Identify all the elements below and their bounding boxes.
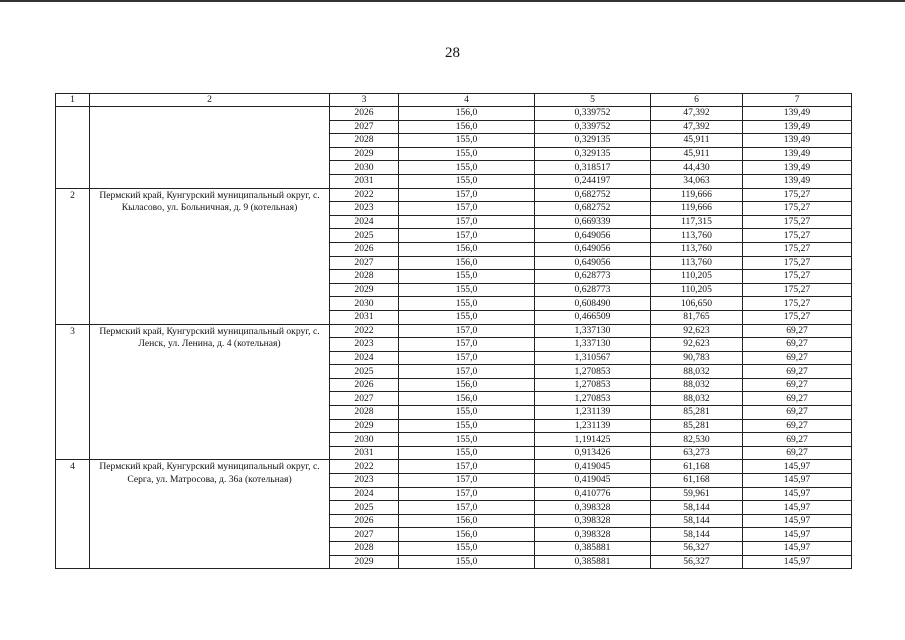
value-cell: 157,0 [399, 202, 535, 216]
year-cell: 2023 [330, 202, 399, 216]
value-cell: 139,49 [743, 120, 852, 134]
year-cell: 2025 [330, 365, 399, 379]
value-cell: 113,760 [651, 242, 743, 256]
year-cell: 2024 [330, 351, 399, 365]
value-cell: 155,0 [399, 406, 535, 420]
header-cell: 1 [56, 94, 90, 107]
address-cell: Пермский край, Кунгурский муниципальный округ, с. Серга, ул. Матросова, д. 36а (котельная) [90, 460, 330, 569]
value-cell: 69,27 [743, 378, 852, 392]
value-cell: 88,032 [651, 365, 743, 379]
value-cell: 155,0 [399, 542, 535, 556]
value-cell: 175,27 [743, 229, 852, 243]
value-cell: 1,270853 [535, 392, 651, 406]
value-cell: 157,0 [399, 229, 535, 243]
value-cell: 145,97 [743, 555, 852, 569]
year-cell: 2025 [330, 501, 399, 515]
value-cell: 0,628773 [535, 283, 651, 297]
value-cell: 155,0 [399, 134, 535, 148]
value-cell: 175,27 [743, 188, 852, 202]
value-cell: 0,244197 [535, 174, 651, 188]
value-cell: 145,97 [743, 460, 852, 474]
year-cell: 2028 [330, 270, 399, 284]
value-cell: 157,0 [399, 365, 535, 379]
year-cell: 2031 [330, 446, 399, 460]
value-cell: 139,49 [743, 134, 852, 148]
value-cell: 45,911 [651, 134, 743, 148]
table-row [56, 188, 852, 202]
value-cell: 155,0 [399, 446, 535, 460]
value-cell: 0,649056 [535, 242, 651, 256]
value-cell: 85,281 [651, 419, 743, 433]
year-cell: 2027 [330, 256, 399, 270]
year-cell: 2024 [330, 487, 399, 501]
value-cell: 145,97 [743, 501, 852, 515]
page-number: 28 [445, 45, 460, 61]
value-cell: 106,650 [651, 297, 743, 311]
value-cell: 0,669339 [535, 215, 651, 229]
value-cell: 139,49 [743, 147, 852, 161]
value-cell: 157,0 [399, 324, 535, 338]
value-cell: 110,205 [651, 283, 743, 297]
year-cell: 2024 [330, 215, 399, 229]
value-cell: 175,27 [743, 297, 852, 311]
number-cell: 2 [56, 188, 90, 324]
value-cell: 1,337130 [535, 338, 651, 352]
value-cell: 56,327 [651, 542, 743, 556]
value-cell: 0,385881 [535, 542, 651, 556]
value-cell: 156,0 [399, 392, 535, 406]
value-cell: 156,0 [399, 528, 535, 542]
value-cell: 0,339752 [535, 120, 651, 134]
value-cell: 1,231139 [535, 419, 651, 433]
value-cell: 155,0 [399, 270, 535, 284]
value-cell: 0,398328 [535, 528, 651, 542]
value-cell: 63,273 [651, 446, 743, 460]
value-cell: 175,27 [743, 283, 852, 297]
value-cell: 145,97 [743, 487, 852, 501]
value-cell: 69,27 [743, 446, 852, 460]
value-cell: 1,231139 [535, 406, 651, 420]
value-cell: 92,623 [651, 324, 743, 338]
value-cell: 69,27 [743, 419, 852, 433]
value-cell: 157,0 [399, 460, 535, 474]
value-cell: 58,144 [651, 501, 743, 515]
value-cell: 44,430 [651, 161, 743, 175]
year-cell: 2031 [330, 310, 399, 324]
value-cell: 0,385881 [535, 555, 651, 569]
value-cell: 156,0 [399, 256, 535, 270]
value-cell: 175,27 [743, 202, 852, 216]
value-cell: 1,270853 [535, 378, 651, 392]
year-cell: 2029 [330, 555, 399, 569]
value-cell: 0,913426 [535, 446, 651, 460]
header-cell: 7 [743, 94, 852, 107]
value-cell: 58,144 [651, 514, 743, 528]
value-cell: 155,0 [399, 433, 535, 447]
value-cell: 155,0 [399, 555, 535, 569]
value-cell: 145,97 [743, 528, 852, 542]
value-cell: 157,0 [399, 338, 535, 352]
year-cell: 2027 [330, 120, 399, 134]
year-cell: 2025 [330, 229, 399, 243]
value-cell: 90,783 [651, 351, 743, 365]
value-cell: 175,27 [743, 270, 852, 284]
year-cell: 2023 [330, 474, 399, 488]
value-cell: 0,682752 [535, 188, 651, 202]
header-cell: 6 [651, 94, 743, 107]
value-cell: 110,205 [651, 270, 743, 284]
value-cell: 59,961 [651, 487, 743, 501]
value-cell: 0,410776 [535, 487, 651, 501]
value-cell: 0,398328 [535, 501, 651, 515]
year-cell: 2022 [330, 188, 399, 202]
value-cell: 0,329135 [535, 134, 651, 148]
header-cell: 2 [90, 94, 330, 107]
value-cell: 139,49 [743, 107, 852, 121]
value-cell: 113,760 [651, 229, 743, 243]
value-cell: 0,628773 [535, 270, 651, 284]
number-cell [56, 107, 90, 189]
year-cell: 2023 [330, 338, 399, 352]
value-cell: 58,144 [651, 528, 743, 542]
value-cell: 156,0 [399, 242, 535, 256]
value-cell: 139,49 [743, 174, 852, 188]
year-cell: 2026 [330, 242, 399, 256]
year-cell: 2028 [330, 406, 399, 420]
value-cell: 175,27 [743, 242, 852, 256]
value-cell: 157,0 [399, 188, 535, 202]
value-cell: 85,281 [651, 406, 743, 420]
value-cell: 145,97 [743, 542, 852, 556]
year-cell: 2027 [330, 528, 399, 542]
value-cell: 0,398328 [535, 514, 651, 528]
year-cell: 2030 [330, 161, 399, 175]
value-cell: 0,466509 [535, 310, 651, 324]
value-cell: 0,318517 [535, 161, 651, 175]
value-cell: 145,97 [743, 514, 852, 528]
table-row [56, 107, 852, 121]
value-cell: 69,27 [743, 365, 852, 379]
header-row [56, 94, 852, 107]
value-cell: 0,682752 [535, 202, 651, 216]
value-cell: 1,337130 [535, 324, 651, 338]
year-cell: 2029 [330, 147, 399, 161]
value-cell: 156,0 [399, 514, 535, 528]
value-cell: 81,765 [651, 310, 743, 324]
table-row [56, 460, 852, 474]
value-cell: 0,649056 [535, 256, 651, 270]
year-cell: 2030 [330, 297, 399, 311]
value-cell: 155,0 [399, 174, 535, 188]
value-cell: 92,623 [651, 338, 743, 352]
header-cell: 5 [535, 94, 651, 107]
value-cell: 69,27 [743, 351, 852, 365]
value-cell: 155,0 [399, 297, 535, 311]
value-cell: 56,327 [651, 555, 743, 569]
value-cell: 157,0 [399, 474, 535, 488]
year-cell: 2029 [330, 419, 399, 433]
value-cell: 155,0 [399, 310, 535, 324]
header-cell: 3 [330, 94, 399, 107]
value-cell: 156,0 [399, 120, 535, 134]
address-cell [90, 107, 330, 189]
year-cell: 2026 [330, 378, 399, 392]
value-cell: 0,649056 [535, 229, 651, 243]
number-cell: 4 [56, 460, 90, 569]
value-cell: 0,608490 [535, 297, 651, 311]
value-cell: 47,392 [651, 107, 743, 121]
value-cell: 155,0 [399, 283, 535, 297]
value-cell: 139,49 [743, 161, 852, 175]
data-table [55, 93, 852, 569]
value-cell: 69,27 [743, 433, 852, 447]
value-cell: 34,063 [651, 174, 743, 188]
value-cell: 69,27 [743, 338, 852, 352]
year-cell: 2026 [330, 514, 399, 528]
value-cell: 45,911 [651, 147, 743, 161]
year-cell: 2027 [330, 392, 399, 406]
value-cell: 61,168 [651, 460, 743, 474]
value-cell: 175,27 [743, 256, 852, 270]
value-cell: 61,168 [651, 474, 743, 488]
value-cell: 157,0 [399, 487, 535, 501]
value-cell: 155,0 [399, 419, 535, 433]
value-cell: 113,760 [651, 256, 743, 270]
value-cell: 0,419045 [535, 460, 651, 474]
value-cell: 69,27 [743, 392, 852, 406]
value-cell: 69,27 [743, 406, 852, 420]
value-cell: 88,032 [651, 392, 743, 406]
value-cell: 156,0 [399, 378, 535, 392]
table-body [56, 107, 852, 569]
address-cell: Пермский край, Кунгурский муниципальный округ, с. Ленск, ул. Ленина, д. 4 (котельная) [90, 324, 330, 460]
value-cell: 0,339752 [535, 107, 651, 121]
value-cell: 157,0 [399, 351, 535, 365]
header-cell: 4 [399, 94, 535, 107]
value-cell: 155,0 [399, 147, 535, 161]
value-cell: 82,530 [651, 433, 743, 447]
value-cell: 1,310567 [535, 351, 651, 365]
value-cell: 0,329135 [535, 147, 651, 161]
value-cell: 47,392 [651, 120, 743, 134]
year-cell: 2026 [330, 107, 399, 121]
value-cell: 1,191425 [535, 433, 651, 447]
year-cell: 2028 [330, 542, 399, 556]
value-cell: 155,0 [399, 161, 535, 175]
value-cell: 145,97 [743, 474, 852, 488]
address-cell: Пермский край, Кунгурский муниципальный округ, с. Кыласово, ул. Больничная, д. 9 (котельная) [90, 188, 330, 324]
value-cell: 156,0 [399, 107, 535, 121]
year-cell: 2028 [330, 134, 399, 148]
year-cell: 2031 [330, 174, 399, 188]
year-cell: 2030 [330, 433, 399, 447]
table-row [56, 324, 852, 338]
year-cell: 2022 [330, 460, 399, 474]
value-cell: 88,032 [651, 378, 743, 392]
value-cell: 0,419045 [535, 474, 651, 488]
year-cell: 2022 [330, 324, 399, 338]
value-cell: 69,27 [743, 324, 852, 338]
value-cell: 157,0 [399, 501, 535, 515]
value-cell: 1,270853 [535, 365, 651, 379]
value-cell: 175,27 [743, 310, 852, 324]
scan-edge [0, 0, 905, 2]
year-cell: 2029 [330, 283, 399, 297]
value-cell: 175,27 [743, 215, 852, 229]
value-cell: 157,0 [399, 215, 535, 229]
value-cell: 117,315 [651, 215, 743, 229]
value-cell: 119,666 [651, 202, 743, 216]
number-cell: 3 [56, 324, 90, 460]
value-cell: 119,666 [651, 188, 743, 202]
